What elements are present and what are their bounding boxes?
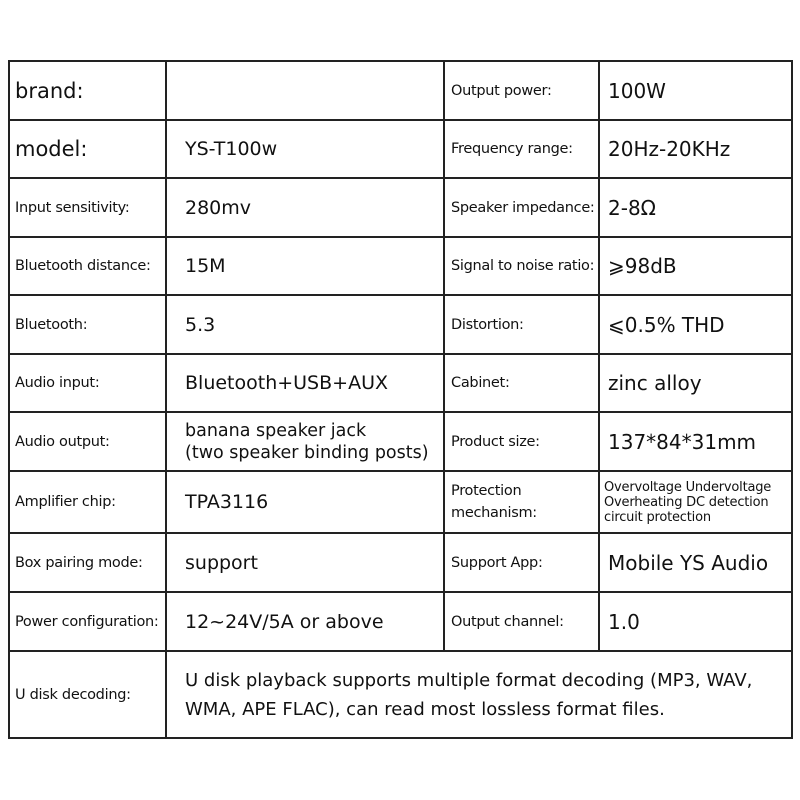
table-row — [10, 121, 791, 179]
table-row — [10, 472, 791, 534]
label-power-configuration: Power configuration: — [10, 593, 167, 650]
table-row — [10, 413, 791, 472]
spec-table — [8, 60, 793, 739]
value-protection-line: Overheating DC detection — [604, 494, 769, 510]
label-output-power: Output power: — [445, 62, 600, 119]
label-brand: brand: — [10, 62, 167, 119]
value-u-disk-line: U disk playback supports multiple format decoding (MP3, WAV, — [185, 669, 753, 691]
value-protection-line: Overvoltage Undervoltage — [604, 479, 772, 495]
label-audio-output: Audio output: — [10, 413, 167, 470]
label-product-size: Product size: — [445, 413, 600, 470]
value-output-channel: 1.0 — [608, 609, 640, 634]
value-output-power: 100W — [608, 78, 666, 103]
value-protection-mechanism — [600, 472, 791, 532]
value-brand — [167, 62, 445, 119]
value-protection-line: circuit protection — [604, 509, 711, 525]
value-bluetooth: 5.3 — [167, 296, 445, 353]
value-box-pairing-mode: support — [167, 534, 445, 591]
label-cabinet: Cabinet: — [445, 355, 600, 411]
value-cabinet: zinc alloy — [608, 371, 702, 395]
table-row — [10, 593, 791, 652]
label-frequency-range: Frequency range: — [445, 121, 600, 177]
label-protection-mechanism — [445, 472, 600, 532]
value-support-app: Mobile YS Audio — [608, 550, 769, 575]
label-distortion: Distortion: — [445, 296, 600, 353]
label-bluetooth: Bluetooth: — [10, 296, 167, 353]
value-distortion: ⩽0.5% THD — [608, 312, 725, 337]
value-u-disk-decoding — [167, 652, 791, 737]
label-protection-line: Protection — [451, 483, 522, 499]
table-row — [10, 238, 791, 296]
label-model: model: — [10, 121, 167, 177]
table-row — [10, 179, 791, 238]
table-row — [10, 652, 791, 737]
label-support-app: Support App: — [445, 534, 600, 591]
value-power-configuration: 12~24V/5A or above — [167, 593, 445, 650]
label-bluetooth-distance: Bluetooth distance: — [10, 238, 167, 294]
value-input-sensitivity: 280mv — [167, 179, 445, 236]
value-audio-output-line: banana speaker jack — [185, 420, 367, 441]
value-model: YS-T100w — [167, 121, 445, 177]
table-row — [10, 534, 791, 593]
value-signal-to-noise: ⩾98dB — [608, 254, 677, 278]
label-box-pairing-mode: Box pairing mode: — [10, 534, 167, 591]
table-row — [10, 296, 791, 355]
table-row — [10, 62, 791, 121]
value-frequency-range: 20Hz-20KHz — [608, 137, 731, 161]
label-speaker-impedance: Speaker impedance: — [445, 179, 600, 236]
label-protection-line: mechanism: — [451, 505, 537, 521]
label-output-channel: Output channel: — [445, 593, 600, 650]
value-bluetooth-distance: 15M — [167, 238, 445, 294]
value-u-disk-line: WMA, APE FLAC), can read most lossless format files. — [185, 698, 665, 720]
label-audio-input: Audio input: — [10, 355, 167, 411]
label-u-disk-decoding: U disk decoding: — [10, 652, 167, 737]
value-audio-output — [167, 413, 445, 470]
label-signal-to-noise: Signal to noise ratio: — [445, 238, 600, 294]
value-amplifier-chip: TPA3116 — [167, 472, 445, 532]
value-audio-output-line: (two speaker binding posts) — [185, 442, 429, 463]
label-amplifier-chip: Amplifier chip: — [10, 472, 167, 532]
value-audio-input: Bluetooth+USB+AUX — [167, 355, 445, 411]
label-input-sensitivity: Input sensitivity: — [10, 179, 167, 236]
table-row — [10, 355, 791, 413]
value-product-size: 137*84*31mm — [608, 429, 757, 454]
value-speaker-impedance: 2-8Ω — [608, 195, 656, 220]
